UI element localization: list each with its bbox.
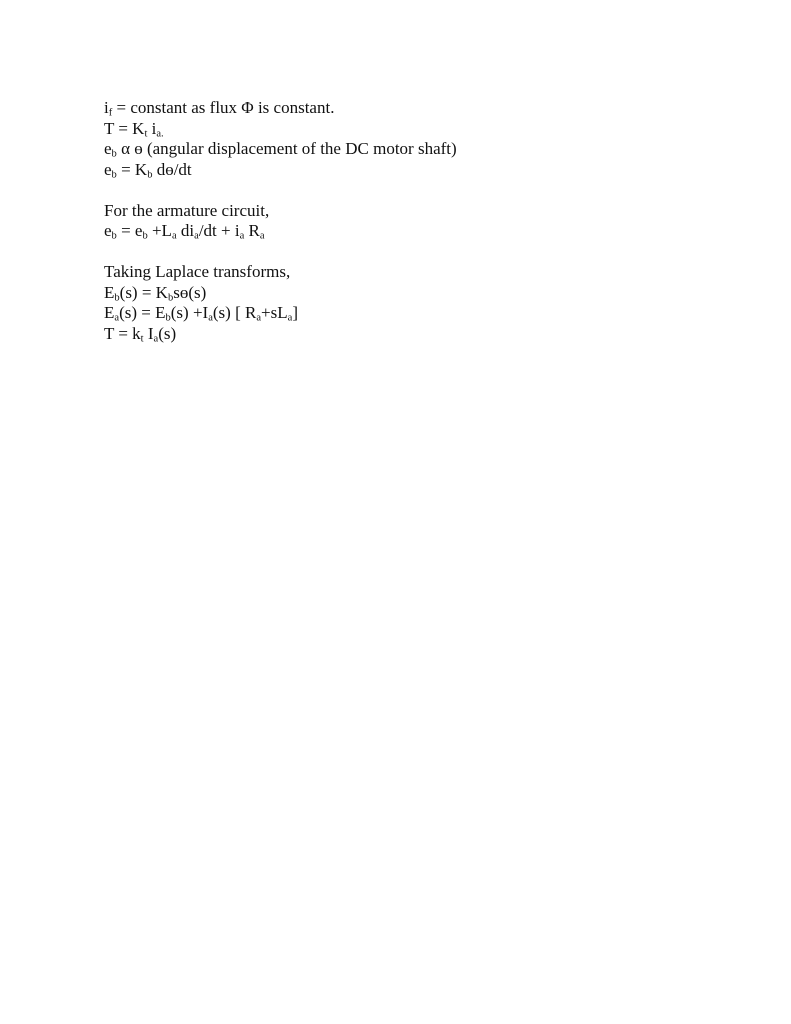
text-segment: E <box>104 282 115 302</box>
text-segment: +sL <box>261 303 288 322</box>
text-segment: i <box>147 118 157 138</box>
text-segment: (s) = K <box>119 282 168 302</box>
subscript-text: b <box>142 230 148 242</box>
line-backemf-proportional <box>104 139 704 160</box>
text-segment: e <box>104 159 112 179</box>
text-segment: i <box>104 98 109 117</box>
text-segment: = constant as flux Φ is constant. <box>112 98 335 117</box>
subscript-text: a <box>208 312 213 324</box>
line-laplace-heading <box>104 262 704 283</box>
subscript-text: a <box>171 230 177 242</box>
subscript-text: b <box>147 169 153 181</box>
text-segment: = K <box>116 159 148 179</box>
subscript-text: b <box>111 169 117 181</box>
line-field-current <box>104 98 704 119</box>
subscript-text: a <box>256 312 262 324</box>
text-segment: (s) <box>158 323 177 343</box>
subscript-text: a <box>153 333 159 345</box>
text-segment: e <box>104 221 112 240</box>
subscript-text: t <box>144 128 148 140</box>
text-segment: = e <box>116 221 143 240</box>
subscript-text: a <box>194 230 199 242</box>
blank-line-1 <box>104 180 704 201</box>
subscript-text: a <box>287 312 293 324</box>
subscript-text: b <box>114 292 120 304</box>
subscript-text: a <box>239 230 245 242</box>
equation-block <box>104 98 704 344</box>
text-segment: T = k <box>104 323 141 343</box>
text-segment: For the armature circuit, <box>104 200 270 220</box>
line-backemf-equation <box>104 160 704 181</box>
text-segment: I <box>143 323 154 343</box>
text-segment: +L <box>147 221 172 240</box>
subscript-text: t <box>140 333 144 345</box>
subscript-text: a. <box>156 128 164 140</box>
line-torque-current <box>104 119 704 140</box>
text-segment: R <box>244 221 260 240</box>
text-segment: (s) = E <box>119 303 166 322</box>
text-segment: T = K <box>104 118 145 138</box>
subscript-text: a <box>259 230 265 242</box>
blank-line-2 <box>104 242 704 263</box>
line-armature-heading <box>104 201 704 222</box>
text-segment: α ɵ (angular displacement of the DC motor shaft) <box>116 139 457 158</box>
subscript-text: b <box>111 230 117 242</box>
subscript-text: b <box>167 292 174 304</box>
text-segment: ] <box>292 303 298 322</box>
text-segment: (s) +I <box>170 303 209 322</box>
text-segment: Taking Laplace transforms, <box>104 262 291 281</box>
text-segment: /dt + i <box>198 221 240 240</box>
text-segment: sɵ(s) <box>173 282 207 302</box>
text-segment: E <box>104 303 115 322</box>
subscript-text: a <box>114 312 120 324</box>
text-segment: di <box>176 221 195 240</box>
subscript-text: f <box>108 107 113 119</box>
text-segment: (s) [ R <box>212 303 257 322</box>
line-laplace-backemf <box>104 283 704 304</box>
text-segment: e <box>104 139 112 158</box>
line-laplace-torque <box>104 324 704 345</box>
line-laplace-armature <box>104 303 704 324</box>
subscript-text: b <box>111 148 117 160</box>
text-segment: dɵ/dt <box>152 159 192 179</box>
subscript-text: b <box>165 312 171 324</box>
line-armature-equation <box>104 221 704 242</box>
